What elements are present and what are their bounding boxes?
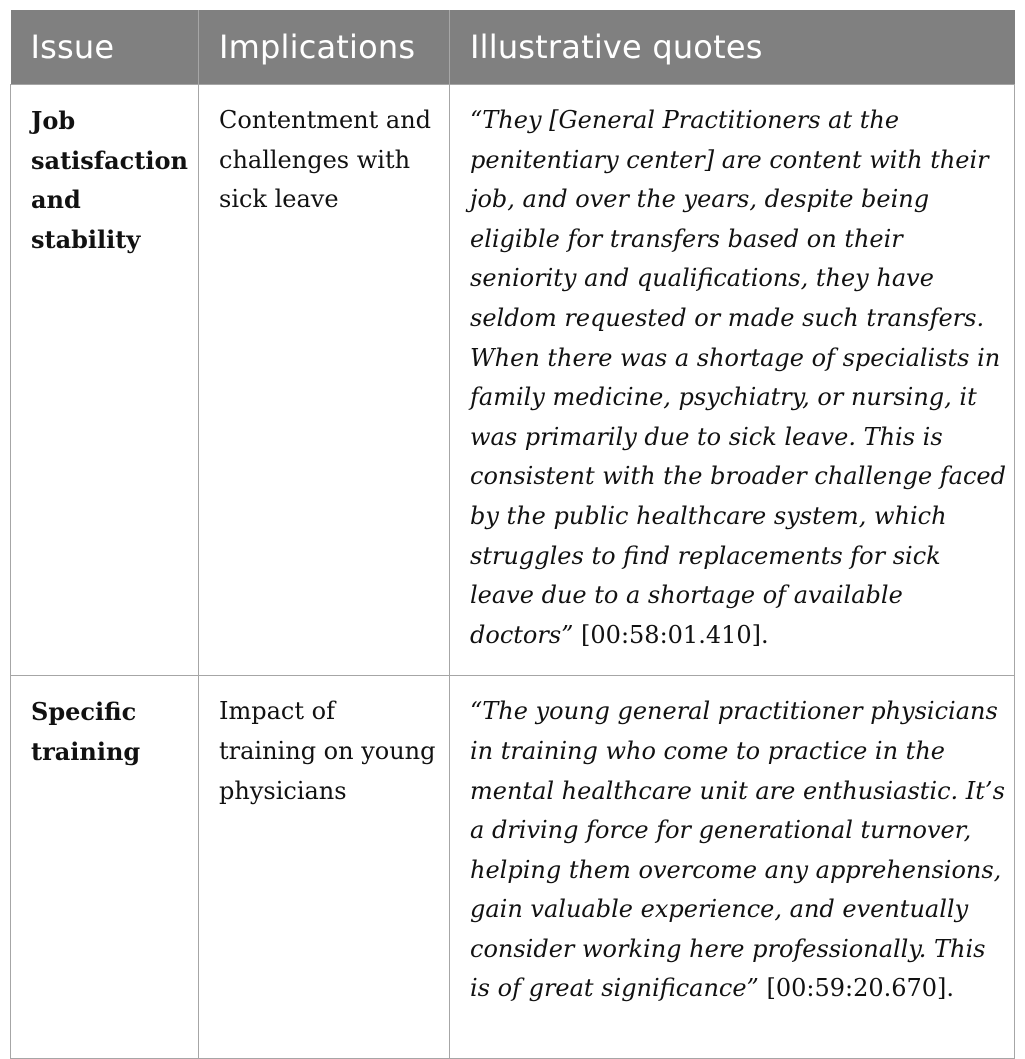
table-header-row xyxy=(11,10,1015,85)
cell-quote xyxy=(450,676,1015,1059)
cell-implication: Contentment and challenges with sick leave xyxy=(199,85,450,676)
cell-implication: Impact of training on young physicians xyxy=(199,676,450,1059)
header-implications: Implications xyxy=(199,10,450,85)
table-row xyxy=(11,676,1015,1059)
table-row xyxy=(11,85,1015,676)
cell-issue: Job satisfaction and stability xyxy=(11,85,199,676)
cell-quote xyxy=(450,85,1015,676)
quote-timestamp: [00:58:01.410]. xyxy=(573,620,769,649)
qualitative-results-table-container xyxy=(10,10,1014,1059)
quote-text: “The young general practitioner physicians in training who come to practice in the mental healthcare unit are enthusiastic. It’s a driving force for generational turnover, helping them overcome any apprehensions, gain valuable experience, and eventually consider working here professionally. This is of great significance” xyxy=(470,697,1005,1003)
qualitative-results-table xyxy=(10,10,1015,1059)
header-issue: Issue xyxy=(11,10,199,85)
quote-timestamp: [00:59:20.670]. xyxy=(758,974,955,1003)
cell-issue: Specific training xyxy=(11,676,199,1059)
header-illustrative-quotes: Illustrative quotes xyxy=(450,10,1015,85)
quote-text: “They [General Practitioners at the penitentiary center] are content with their job, and over the years, despite being eligible for transfers based on their seniority and qualifications, they have seldom requested or made such transfers. When there was a shortage of specialists in family medicine, psychiatry, or nursing, it was primarily due to sick leave. This is consistent with the broader challenge faced by the public healthcare system, which struggles to find replacements for sick leave due to a shortage of available doctors” xyxy=(470,106,1006,649)
